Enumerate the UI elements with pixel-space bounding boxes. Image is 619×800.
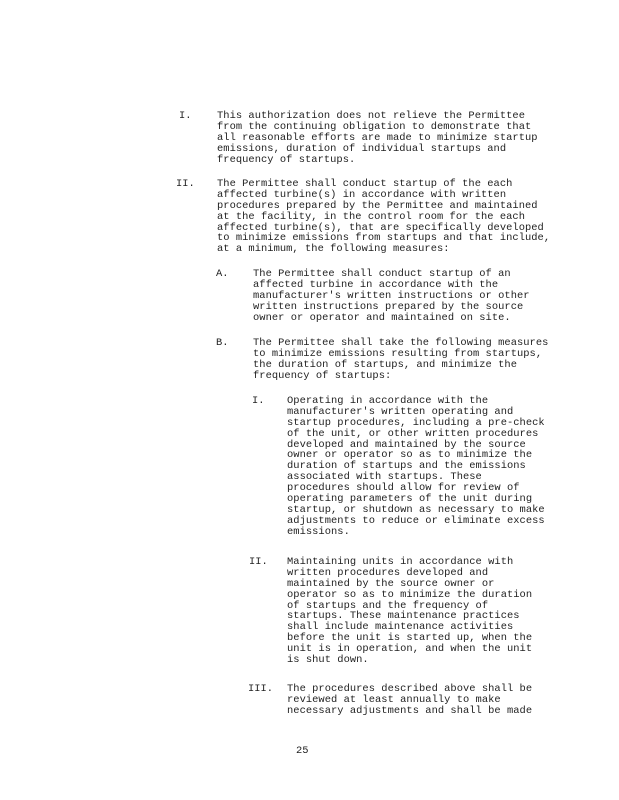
item-marker: II. [249, 556, 268, 568]
paragraph-startup-procedures [217, 179, 550, 255]
text-line: unit is in operation, and when the unit [287, 643, 533, 656]
text-line: The Permittee shall conduct startup of an [253, 268, 511, 280]
text-line: shall include maintenance activities [287, 621, 514, 634]
text-line: is shut down. [287, 654, 369, 667]
text-line: duration of startups and the emissions [287, 460, 526, 473]
text-line: Maintaining units in accordance with [287, 556, 514, 568]
text-line: frequency of startups. [217, 153, 356, 166]
item-marker: I. [179, 110, 192, 122]
item-marker: A. [216, 268, 229, 280]
text-line: necessary adjustments and shall be made [287, 704, 533, 717]
item-marker: B. [216, 337, 229, 349]
text-line: manufacturer's written instructions or other [253, 289, 530, 302]
text-line: emissions. [287, 525, 350, 538]
item-marker: III. [248, 683, 273, 695]
page-number: 25 [296, 745, 309, 757]
item-marker: I. [252, 395, 265, 407]
text-line: The Permittee shall conduct startup of the each [217, 178, 513, 190]
text-line: to minimize emissions from startups and that include, [217, 232, 551, 245]
paragraph-operating [287, 396, 545, 538]
text-line: operating parameters of the unit during [287, 493, 533, 506]
text-line: reviewed at least annually to make [287, 693, 501, 706]
text-line: startup procedures, including a pre-check [287, 416, 545, 429]
text-line: affected turbine(s), that are specifically developed [217, 221, 544, 234]
text-line: The procedures described above shall be [287, 683, 533, 695]
text-line: written procedures developed and [287, 566, 489, 579]
text-line: startup, or shutdown as necessary to make [287, 503, 545, 516]
paragraph-maintaining [287, 557, 532, 666]
paragraph-minimize-measures [253, 338, 548, 382]
text-line: affected turbine in accordance with the [253, 278, 499, 291]
text-line: from the continuing obligation to demonstrate that [217, 120, 532, 133]
text-line: the duration of startups, and minimize the [253, 358, 517, 371]
item-marker: II. [176, 178, 195, 190]
paragraph-procedures-review [287, 684, 532, 717]
text-line: emissions, duration of individual startups and [217, 142, 507, 155]
text-line: all reasonable efforts are made to minimize startup [217, 131, 538, 144]
text-line: before the unit is started up, when the [287, 632, 533, 645]
text-line: written instructions prepared by the source [253, 300, 524, 313]
text-line: owner or operator and maintained on site. [253, 311, 511, 324]
text-line: adjustments to reduce or eliminate excess [287, 514, 545, 527]
text-line: developed and maintained by the source [287, 438, 526, 451]
text-line: owner or operator so as to minimize the [287, 449, 533, 462]
text-line: operator so as to minimize the duration [287, 588, 533, 601]
text-line: This authorization does not relieve the Permittee [217, 110, 525, 122]
text-line: procedures prepared by the Permittee and maintained [217, 199, 538, 212]
text-line: to minimize emissions resulting from startups, [253, 347, 543, 360]
paragraph-authorization [217, 111, 538, 165]
text-line: Operating in accordance with the [287, 395, 489, 407]
text-line: of startups and the frequency of [287, 599, 489, 612]
text-line: procedures should allow for review of [287, 482, 520, 495]
text-line: startups. These maintenance practices [287, 610, 520, 623]
text-line: at the facility, in the control room for the each [217, 210, 525, 223]
text-line: at a minimum, the following measures: [217, 243, 450, 256]
text-line: manufacturer's written operating and [287, 405, 514, 418]
text-line: maintained by the source owner or [287, 577, 495, 590]
paragraph-manufacturer-instructions [253, 269, 530, 323]
text-line: associated with startups. These [287, 471, 482, 484]
text-line: affected turbine(s) in accordance with written [217, 188, 507, 201]
text-line: frequency of startups: [253, 369, 392, 382]
text-line: of the unit, or other written procedures [287, 427, 539, 440]
text-line: The Permittee shall take the following measures [253, 337, 549, 349]
